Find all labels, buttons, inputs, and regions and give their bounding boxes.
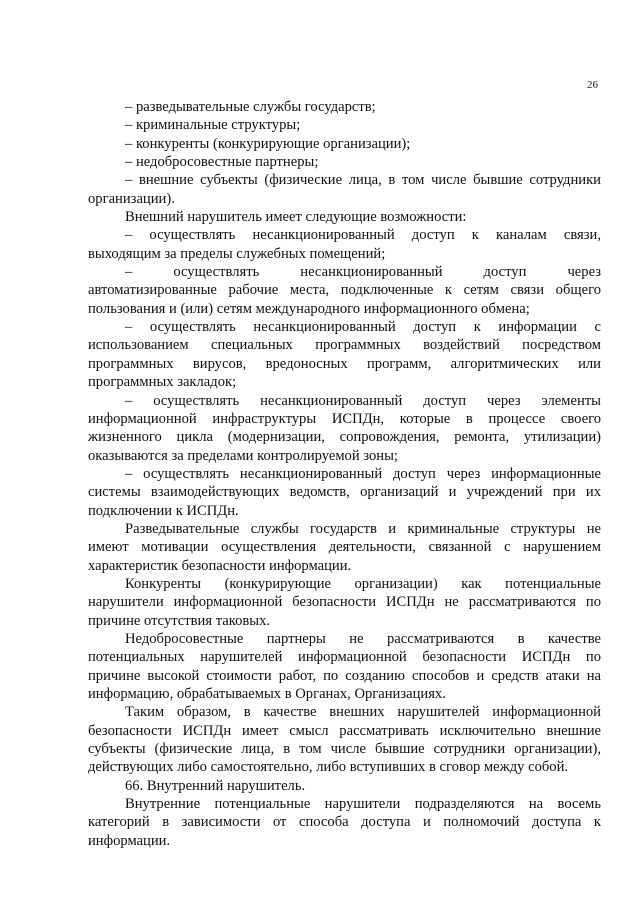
text-line: информации.	[88, 832, 171, 849]
text-line: Внешний нарушитель имеет следующие возможности:	[125, 209, 467, 226]
text-line: – разведывательные службы государств;	[125, 99, 376, 115]
text-line: – осуществлять несанкционированный доступ через информационные	[125, 465, 601, 482]
text-line: Недобросовестные партнеры не рассматриваются в качестве	[125, 630, 601, 647]
text-line: категорий в зависимости от способа доступа и полномочий доступа к	[88, 814, 601, 831]
text-line: системы взаимодействующих ведомств, организаций и учреждений при их	[88, 484, 601, 501]
text-line: причине отсутствия таковых.	[88, 612, 271, 629]
text-line: – осуществлять несанкционированный доступ через элементы	[125, 392, 601, 409]
text-line: программных закладок;	[88, 374, 237, 391]
page-number: 26	[587, 79, 598, 91]
text-line: действующих либо самостоятельно, либо вступивших в сговор между собой.	[88, 759, 569, 776]
text-line: – конкуренты (конкурирующие организации);	[125, 135, 411, 152]
text-line: программных вирусов, вредоносных программ, алгоритмических или	[88, 355, 601, 372]
text-line: – недобросовестные партнеры;	[125, 154, 319, 171]
text-line: 66. Внутренний нарушитель.	[125, 777, 306, 794]
text-line: – осуществлять несанкционированный доступ через	[125, 264, 601, 281]
text-line: информационной инфраструктуры ИСПДн, которые в процессе своего	[88, 410, 601, 427]
text-line: нарушители информационной безопасности ИСПДн не рассматриваются по	[88, 594, 601, 611]
body-text	[88, 98, 601, 850]
text-line: – осуществлять несанкционированный доступ к информации с	[125, 319, 601, 336]
text-line: организации).	[88, 190, 175, 207]
text-line: – внешние субъекты (физические лица, в том числе бывшие сотрудники	[125, 172, 601, 189]
text-line: характеристик безопасности информации.	[88, 557, 352, 574]
text-line: Разведывательные службы государств и криминальные структуры не	[125, 520, 601, 537]
text-line: безопасности ИСПДн имеет смысл рассматривать исключительно внешние	[88, 722, 601, 739]
text-line: – осуществлять несанкционированный доступ к каналам связи,	[125, 227, 601, 244]
text-line: Таким образом, в качестве внешних нарушителей информационной	[125, 704, 601, 721]
text-line: информацию, обрабатываемых в Органах, Организациях.	[88, 686, 446, 702]
text-line: автоматизированные рабочие места, подключенные к сетям связи общего	[88, 282, 601, 299]
text-line: пользования и (или) сетям международного информационного обмена;	[88, 300, 530, 317]
text-line: оказываются за пределами контролируемой зоны;	[88, 447, 398, 464]
text-line: Внутренние потенциальные нарушители подразделяются на восемь	[125, 796, 601, 813]
text-line: имеют мотивации осуществления деятельности, связанной с нарушением	[88, 539, 601, 556]
text-line: жизненного цикла (модернизации, сопровождения, ремонта, утилизации)	[88, 429, 601, 446]
text-line: – криминальные структуры;	[125, 117, 301, 134]
text-line: причине высокой стоимости работ, по созданию способов и средств атаки на	[88, 667, 601, 684]
text-line: субъекты (физические лица, в том числе бывшие сотрудники организации),	[88, 741, 601, 758]
text-line: выходящим за пределы служебных помещений;	[88, 245, 386, 262]
text-line: Конкуренты (конкурирующие организации) как потенциальные	[125, 575, 601, 592]
text-line: подключении к ИСПДн.	[88, 502, 239, 519]
text-line: потенциальных нарушителей информационной безопасности ИСПДн по	[88, 649, 601, 666]
text-line: использованием специальных программных воздействий посредством	[88, 337, 601, 354]
